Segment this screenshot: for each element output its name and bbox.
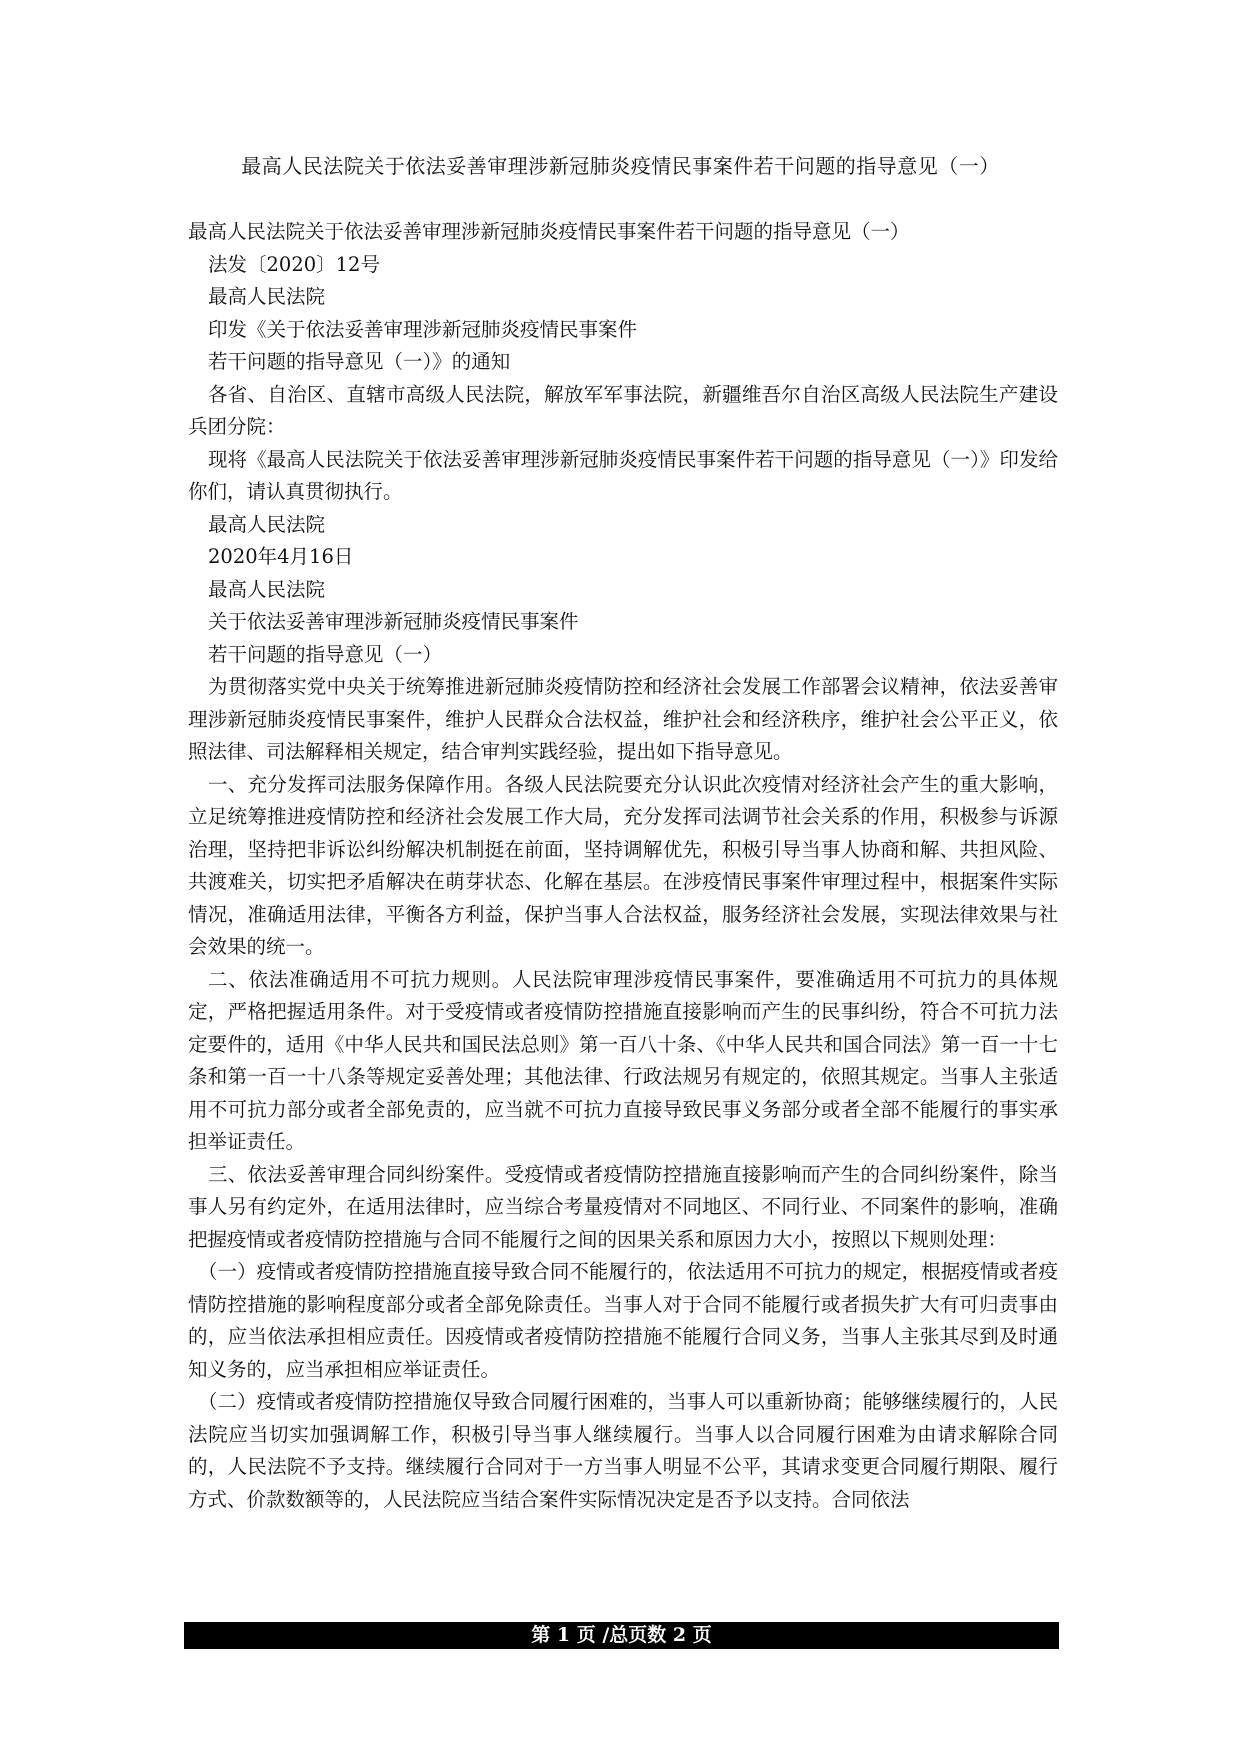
page-indicator: 第 1 页 /总页数 2 页 [531,1624,712,1646]
opinion-issuer: 最高人民法院 [208,577,326,601]
notice-title-line-1: 印发《关于依法妥善审理涉新冠肺炎疫情民事案件 [208,317,638,341]
document-body [188,216,1058,1516]
page-header-title: 最高人民法院关于依法妥善审理涉新冠肺炎疫情民事案件若干问题的指导意见（一） [241,154,1000,178]
section-3-paragraph: 三、依法妥善审理合同纠纷案件。受疫情或者疫情防控措施直接影响而产生的合同纠纷案件，除当事人另有约定外，在适用法律时，应当综合考量疫情对不同地区、不同行业、不同案件的影响，准确把握疫情或者疫情防控措施与合同不能履行之间的因果关系和原因力大小，按照以下规则处理： [188,1162,1058,1251]
issuer: 最高人民法院 [208,285,326,308]
opinion-title-line-1: 关于依法妥善审理涉新冠肺炎疫情民事案件 [208,610,579,633]
signature: 最高人民法院 [208,512,326,536]
preamble-paragraph: 为贯彻落实党中央关于统筹推进新冠肺炎疫情防控和经济社会发展工作部署会议精神，依法妥善审理涉新冠肺炎疫情民事案件，维护人民群众合法权益，维护社会和经济秩序，维护社会公平正义，依照法律、司法解释相关规定，结合审判实践经验，提出如下指导意见。 [188,675,1058,763]
section-2-paragraph: 二、依法准确适用不可抗力规则。人民法院审理涉疫情民事案件，要准确适用不可抗力的具体规定，严格把握适用条件。对于受疫情或者疫情防控措施直接影响而产生的民事纠纷，符合不可抗力法定要件的，适用《中华人民共和国民法总则》第一百八十条、《中华人民共和国合同法》第一百一十七条和第一百一十八条等规定妥善处理；其他法律、行政法规另有规定的，依照其规定。当事人主张适用不可抗力部分或者全部免责的，应当就不可抗力直接导致民事义务部分或者全部不能履行的事实承担举证责任。 [188,967,1058,1153]
notice-body: 现将《最高人民法院关于依法妥善审理涉新冠肺炎疫情民事案件若干问题的指导意见（一）》印发给你们，请认真贯彻执行。 [188,447,1058,503]
recipients: 各省、自治区、直辖市高级人民法院，解放军军事法院，新疆维吾尔自治区高级人民法院生产建设兵团分院： [188,382,1058,438]
document-number: 法发〔2020〕12号 [208,252,380,276]
document-title: 最高人民法院关于依法妥善审理涉新冠肺炎疫情民事案件若干问题的指导意见（一） [188,220,910,243]
section-3-item-1-paragraph: （一）疫情或者疫情防控措施直接导致合同不能履行的，依法适用不可抗力的规定，根据疫情或者疫情防控措施的影响程度部分或者全部免除责任。当事人对于合同不能履行或者损失扩大有可归责事由的，应当依法承担相应责任。因疫情或者疫情防控措施不能履行合同义务，当事人主张其尽到及时通知义务的，应当承担相应举证责任。 [188,1260,1058,1381]
section-1-paragraph: 一、充分发挥司法服务保障作用。各级人民法院要充分认识此次疫情对经济社会产生的重大影响，立足统筹推进疫情防控和经济社会发展工作大局，充分发挥司法调节社会关系的作用，积极参与诉源治理，坚持把非诉讼纠纷解决机制挺在前面，坚持调解优先，积极引导当事人协商和解、共担风险、共渡难关，切实把矛盾解决在萌芽状态、化解在基层。在涉疫情民事案件审理过程中，根据案件实际情况，准确适用法律，平衡各方利益，保护当事人合法权益，服务经济社会发展，实现法律效果与社会效果的统一。 [188,772,1058,958]
notice-title-line-2: 若干问题的指导意见（一）》的通知 [208,350,511,373]
section-3-item-2-paragraph: （二）疫情或者疫情防控措施仅导致合同履行困难的，当事人可以重新协商；能够继续履行的，人民法院应当切实加强调解工作，积极引导当事人继续履行。当事人以合同履行困难为由请求解除合同的，人民法院不予支持。继续履行合同对于一方当事人明显不公平，其请求变更合同履行期限、履行方式、价款数额等的，人民法院应当结合案件实际情况决定是否予以支持。合同依法 [188,1390,1058,1511]
date: 2020年4月16日 [208,545,354,568]
opinion-title-line-2: 若干问题的指导意见（一） [208,642,443,666]
page-footer-bar [184,1622,1059,1649]
